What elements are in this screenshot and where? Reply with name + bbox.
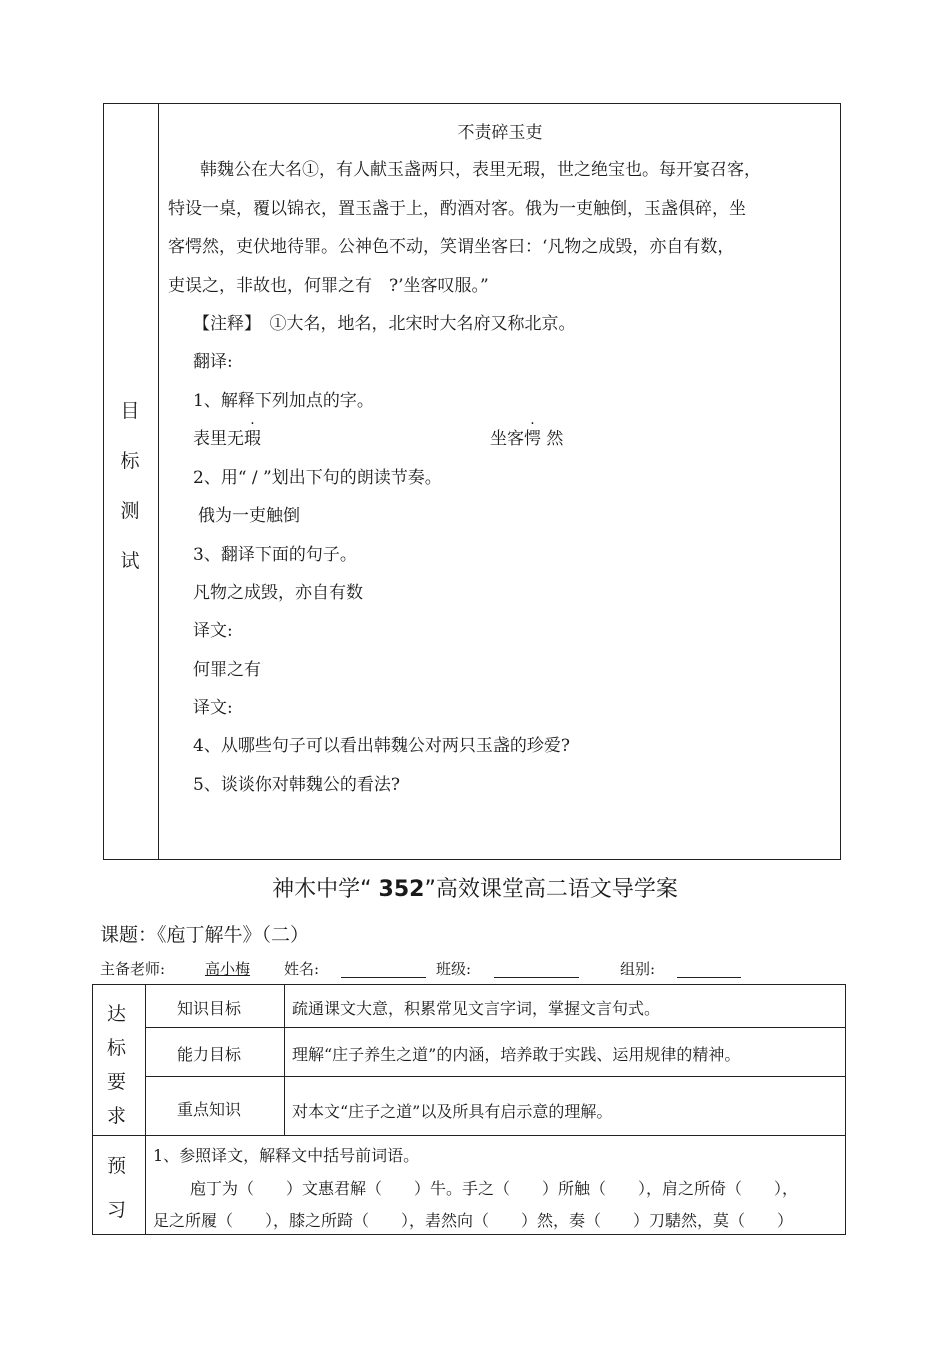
dotted-char: 愕 — [524, 429, 541, 449]
name-label: 姓名: — [284, 960, 320, 978]
passage-title: 不责碎玉吏 — [457, 123, 543, 143]
passage-note: 【注释】 ①大名，地名，北宋时大名府又称北京。 — [193, 314, 576, 334]
side-char: 求 — [107, 1105, 127, 1127]
teacher-label: 主备老师: — [100, 960, 166, 978]
question-2: 2、用“ / ”划出下句的朗读节奏。 — [193, 468, 442, 488]
goal-label: 能力目标 — [177, 1045, 242, 1064]
target-test-side-label — [104, 104, 159, 859]
question-3-sentence-1: 凡物之成毁，亦自有数 — [193, 583, 363, 603]
target-test-content — [160, 104, 840, 859]
table-divider — [284, 985, 285, 1135]
class-label: 班级: — [436, 960, 472, 978]
passage-line: 吏误之，非故也，何罪之有 ?’坐客叹服。” — [168, 276, 489, 296]
table-divider — [93, 1135, 846, 1136]
question-1-item-b — [490, 424, 563, 449]
passage-line: 特设一桌，覆以锦衣，置玉盏于上，酌酒对客。俄为一吏触倒，玉盏俱碎，坐 — [168, 199, 746, 219]
side-char: 标 — [120, 450, 140, 472]
translation-label: 译文: — [193, 698, 233, 718]
side-char: 要 — [107, 1071, 127, 1093]
side-char: 达 — [107, 1003, 127, 1025]
goals-table — [92, 984, 846, 1235]
side-char: 测 — [120, 500, 140, 522]
title-number: 352 — [378, 877, 425, 902]
preview-side-label — [93, 1135, 145, 1235]
passage-line: 韩魏公在大名①，有人献玉盏两只，表里无瑕，世之绝宝也。每开宴召客， — [200, 160, 761, 180]
table-divider — [145, 1076, 846, 1077]
goal-text: 疏通课文大意，积累常见文言字词，掌握文言句式。 — [292, 999, 661, 1018]
lesson-title: 课题：《庖丁解牛》（二） — [100, 924, 310, 946]
question-3-sentence-2: 何罪之有 — [193, 660, 261, 680]
goal-text: 对本文“庄子之道”以及所具有启示意的理解。 — [292, 1102, 613, 1121]
question-1: 1、解释下列加点的字。 — [193, 391, 374, 411]
goal-text: 理解“庄子养生之道”的内涵，培养敢于实践、运用规律的精神。 — [292, 1045, 741, 1064]
question-5: 5、谈谈你对韩魏公的看法? — [193, 775, 400, 795]
item-b-text: 坐客 — [490, 429, 524, 449]
side-char: 试 — [120, 550, 140, 572]
side-char: 目 — [120, 400, 140, 422]
goal-label: 重点知识 — [177, 1100, 242, 1119]
name-field[interactable] — [341, 960, 426, 978]
question-3: 3、翻译下面的句子。 — [193, 545, 357, 565]
preview-line: 足之所履（ ），膝之所踦（ ），砉然向（ ）然，奏（ ）刀騞然，莫（ ） — [153, 1211, 794, 1230]
question-4: 4、从哪些句子可以看出韩魏公对两只玉盏的珍爱? — [193, 736, 570, 756]
title-part: 神木中学“ — [272, 877, 379, 902]
document-title — [0, 872, 950, 903]
title-part: ”高效课堂高二语文导学案 — [424, 877, 678, 902]
translate-label: 翻译: — [193, 352, 233, 372]
preview-question-1: 1、参照译文，解释文中括号前词语。 — [153, 1146, 420, 1165]
goals-side-label — [93, 985, 145, 1135]
preview-line: 庖丁为（ ）文惠君解（ ）牛。手之（ ）所触（ ），肩之所倚（ ）， — [190, 1179, 799, 1198]
class-field[interactable] — [494, 960, 579, 978]
dotted-char: 瑕 — [244, 429, 261, 449]
question-2-sentence: 俄为一吏触倒 — [198, 506, 300, 526]
table-divider — [145, 985, 146, 1235]
translation-label: 译文: — [193, 621, 233, 641]
side-char: 习 — [107, 1199, 127, 1221]
group-label: 组别: — [620, 960, 656, 978]
question-1-item-a — [193, 424, 261, 449]
teacher-name: 高小梅 — [205, 960, 251, 978]
side-char: 预 — [107, 1155, 127, 1177]
group-field[interactable] — [677, 960, 741, 978]
item-a-text: 表里无 — [193, 429, 244, 449]
target-test-table — [103, 103, 841, 860]
table-divider — [145, 1027, 846, 1028]
goal-label: 知识目标 — [177, 999, 242, 1018]
item-b-suffix: 然 — [541, 429, 564, 449]
side-char: 标 — [107, 1037, 127, 1059]
passage-line: 客愕然，吏伏地待罪。公神色不动，笑谓坐客曰：‘凡物之成毁，亦自有数， — [168, 237, 735, 257]
